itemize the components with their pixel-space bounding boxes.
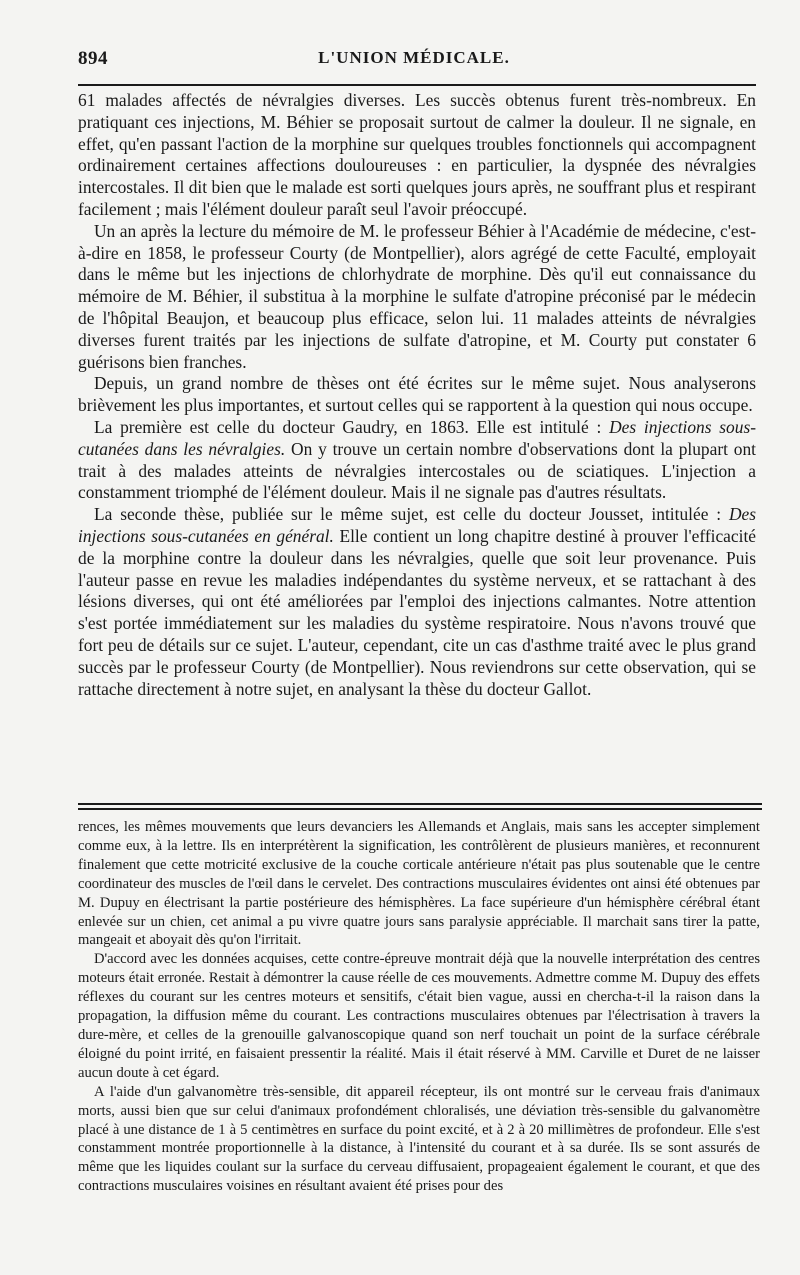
page-header	[78, 48, 750, 78]
paragraph: Depuis, un grand nombre de thèses ont été écrites sur le même sujet. Nous analyserons brièvement les plus importantes, et surtout celles qui se rapportent à la question qui nous occupe.	[78, 373, 756, 416]
paragraph-text: Elle contient un long chapitre destiné à prouver l'efficacité de la morphine contre la douleur dans les névralgies, quelle que soit leur provenance. Puis l'auteur passe en revue les maladies indépendantes du système nerveux, et se rattachant à des lésions diverses, qui ont été améliorées par l'emploi des injections calmantes. Notre attention s'est portée immédiatement sur les maladies du système respiratoire. Nous n'avons trouvé que fort peu de détails sur ce sujet. L'auteur, cependant, cite un cas d'asthme traité avec le plus grand succès par le professeur Courty (de Montpellier). Nous reviendrons sur cette observation, qui se rattache directement à notre sujet, en analysant la thèse du docteur Gallot.	[78, 525, 756, 699]
paragraph-text: On y trouve un certain nombre d'observations dont la plupart ont trait à des malades atteints de névralgies intercostales ou de sciatiques. L'injection a constamment triomphé de l'élément douleur. Mais il ne signale pas d'autres résultats.	[78, 438, 756, 503]
page-number: 894	[78, 48, 108, 69]
running-title: L'UNION MÉDICALE.	[318, 48, 510, 67]
paragraph-jousset	[78, 504, 756, 700]
paragraph-text: La première est celle du docteur Gaudry, en 1863. Elle est intitulé :	[94, 416, 610, 437]
paragraph: D'accord avec les données acquises, cette contre-épreuve montrait déjà que la nouvelle interprétation des centres moteurs était erronée. Restait à démontrer la cause réelle de ces mouvements. Admettre comme M. Dupuy des effets réflexes du courant sur les centres moteurs et sensitifs, c'était bien vague, aussi en chercha-t-il la raison dans la propagation, la diffusion même du courant. Les contractions musculaires obtenues par l'électrisation à travers la dure-mère, et celles de la grenouille galvanoscopique quand son nerf touchait un point de la surface cérébrale éloigné du point irrité, en faisaient pressentir la réalité. Mais il était réservé à MM. Carville et Duret de ne laisser aucun doute à cet égard.	[78, 951, 760, 1081]
paragraph: 61 malades affectés de névralgies diverses. Les succès obtenus furent très-nombreux. En pratiquant ces injections, M. Béhier se proposait surtout de calmer la douleur. Il ne signale, en effet, qu'en passant l'action de la morphine sur quelques troubles fonctionnels qui accompagnent ordinairement certaines affections douloureuses : en particulier, la dyspnée des névralgies intercostales. Il dit bien que le malade est sorti quelques jours après, ne souffrant plus et respirant facilement ; mais l'élément douleur paraît seul l'avoir préoccupé.	[78, 90, 756, 219]
thesis-title: Des injections sous-cutanées dans les névralgies.	[78, 416, 757, 459]
header-rule	[78, 84, 756, 86]
section-divider-top	[78, 803, 762, 805]
paragraph: Un an après la lecture du mémoire de M. le professeur Béhier à l'Académie de médecine, c'est-à-dire en 1858, le professeur Courty (de Montpellier), alors agrégé de cette Faculté, employait dans le même but les injections de chlorhydrate de morphine. Dès qu'il eut connaissance du mémoire de M. Béhier, il substitua à la morphine le sulfate d'atropine préconisé par le médecin de l'hôpital Beaujon, et beaucoup plus efficace, selon lui. 11 malades atteints de névralgies diverses furent traités par les injections de sulfate d'atropine, et M. Courty put constater 6 guérisons bien franches.	[78, 220, 756, 372]
paragraph: rences, les mêmes mouvements que leurs devanciers les Allemands et Anglais, mais sans les accepter simplement comme eux, à la lettre. Ils en interprétèrent la signification, les contrôlèrent de plusieurs manières, et reconnurent finalement que cette motricité exclusive de la couche corticale antérieure n'était pas plus soutenable que le centre coordinateur des muscles de l'œil dans le cervelet. Des contractions musculaires évidentes ont ainsi été obtenues par M. Dupuy en électrisant la partie postérieure des hémisphères. La face supérieure d'un hémisphère cérébral étant enlevée sur un chien, cet animal a pu vivre quatre jours sans paralysie appréciable. Il marchait sans tirer la patte, mangeait et aboyait dès qu'on l'irritait.	[78, 819, 760, 949]
paragraph-text: La seconde thèse, publiée sur le même sujet, est celle du docteur Jousset, intitulée :	[94, 504, 729, 525]
feuilleton-text	[78, 818, 760, 1196]
paragraph: A l'aide d'un galvanomètre très-sensible, dit appareil récepteur, ils ont montré sur le cerveau frais d'animaux morts, aussi bien que sur celui d'animaux profondément chloralisés, une déviation très-sensible du galvanomètre placé à une distance de 1 à 5 centimètres en surface du point excité, et à 2 à 20 millimètres de profondeur. Elle s'est constamment montrée proportionnelle à la distance, à l'intensité du courant et à sa durée. Ils se sont assurés de même que les liquides coulant sur la surface du cerveau diffusaient, propageaient également le courant, et que des contractions musculaires voisines en résultant avaient été prises pour des	[78, 1083, 760, 1195]
paragraph-gaudry	[78, 417, 756, 504]
section-divider-bottom	[78, 808, 762, 810]
main-text-column	[78, 90, 756, 700]
thesis-title: Des injections sous-cutanées en général.	[78, 504, 756, 546]
